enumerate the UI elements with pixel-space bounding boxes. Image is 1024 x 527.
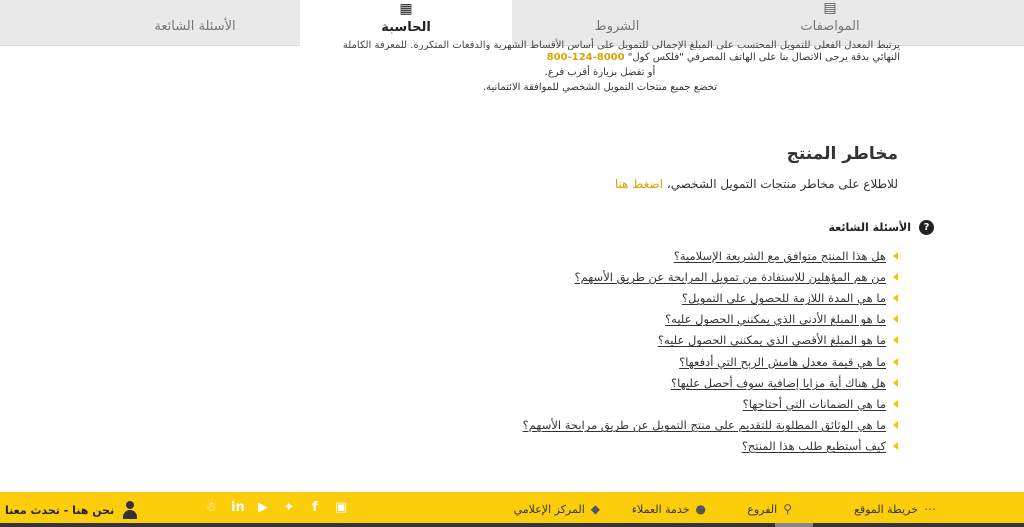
faq-item[interactable] [523,351,898,372]
footer-customer-service[interactable] [632,502,706,516]
footer-label: المركز الإعلامي [513,502,585,516]
footer-bar [0,492,1024,527]
youtube-icon[interactable]: ▶ [258,500,268,515]
question-icon: ? [919,220,934,235]
faq-question[interactable]: كيف أستطيع طلب هذا المنتج؟ [741,439,886,454]
footer-media-center[interactable] [514,502,600,516]
clipped-note-line: يرتبط المعدل الفعلي للتمويل المحتسب على المبلغ الإجمالي للتمويل على أساس الأقساط الشهرية والدفعات المتكررة. للمعرفة الكاملة [342,40,900,50]
bottom-strip [0,523,1024,527]
footer-branches[interactable] [747,502,792,516]
faq-question[interactable]: ما هي المدة اللازمة للحصول على التمويل؟ [681,290,886,305]
faq-item[interactable] [523,415,898,436]
sitemap-icon: ⋯ [924,502,936,516]
faq-header [829,220,935,235]
footer-label: خريطة الموقع [854,502,918,516]
user-icon: ● [695,502,706,516]
chat-label: نحن هنا - تحدث معنا [5,503,115,517]
phone-number[interactable]: 8000-124-800 [546,52,625,63]
faq-item[interactable] [523,372,898,393]
snapchat-icon[interactable]: ☃ [205,500,217,515]
calculator-icon: ▦ [399,1,413,17]
arrow-left-icon [893,442,898,450]
faq-title: الأسئلة الشائعة [828,221,911,234]
note-line-branch: أو تفضل بزيارة أقرب فرع. [544,67,656,78]
note-text: النهائي بدقة يرجى الاتصال بنا على الهاتف المصرفي "فلكس كول" [624,52,900,63]
document-icon: ▤ [823,0,837,16]
arrow-left-icon [893,273,898,281]
note-line-approval: تخضع جميع منتجات التمويل الشخصي للموافقة الائتمانية. [482,82,717,93]
chat-avatar-icon [122,501,138,519]
faq-question[interactable]: هل هناك أية مزايا إضافية سوف أحصل عليها؟ [671,375,886,390]
arrow-left-icon [893,315,898,323]
footer-label: خدمة العملاء [631,502,690,516]
facebook-icon[interactable]: f [312,500,318,515]
faq-question[interactable]: ما هو المبلغ الأقصى الذي يمكنني الحصول عليه؟ [657,333,886,348]
arrow-left-icon [893,252,898,260]
arrow-left-icon [893,336,898,344]
social-links [205,500,347,515]
arrow-left-icon [893,421,898,429]
product-risks-text [615,177,898,191]
tab-label: الأسئلة الشائعة [154,19,236,34]
faq-question[interactable]: ما هي الضمانات التي أحتاجها؟ [742,396,886,411]
linkedin-icon[interactable]: in [231,500,245,515]
faq-item[interactable] [523,309,898,330]
faq-list [523,245,898,457]
faq-item[interactable] [523,287,898,308]
twitter-icon[interactable]: ✦ [283,500,295,515]
faq-item[interactable] [523,393,898,414]
chat-widget[interactable] [5,501,138,519]
arrow-left-icon [893,294,898,302]
faq-item[interactable] [523,330,898,351]
footer-sitemap[interactable] [854,502,936,516]
tab-label: المواصفات [800,19,860,34]
diamond-icon: ◆ [590,502,600,516]
faq-question[interactable]: ما هي الوثائق المطلوبة للتقديم على منتج التمويل عن طريق مرابحة الأسهم؟ [522,418,886,433]
strip-indicator [775,523,813,527]
risks-link[interactable]: اضغط هنا [614,177,663,191]
product-risks-title: مخاطر المنتج [786,144,898,164]
faq-item[interactable] [523,245,898,266]
arrow-left-icon [893,379,898,387]
faq-item[interactable] [523,266,898,287]
risks-description: للاطلاع على مخاطر منتجات التمويل الشخصي، [666,177,898,191]
instagram-icon[interactable]: ▣ [335,500,348,515]
arrow-left-icon [893,358,898,366]
faq-question[interactable]: ما هي قيمة معدل هامش الربح التي أدفعها؟ [679,354,886,369]
faq-item[interactable] [523,436,898,457]
note-line-phone [160,50,900,65]
faq-question[interactable]: ما هو المبلغ الأدنى الذي يمكنني الحصول عليه؟ [665,312,886,327]
tab-label: الشروط [594,19,640,34]
faq-question[interactable]: من هم المؤهلين للاستفادة من تمويل المرابحة عن طريق الأسهم؟ [574,269,886,284]
faq-question[interactable]: هل هذا المنتج متوافق مع الشريعة الإسلامية؟ [673,248,886,263]
footer-label: الفروع [747,502,778,516]
location-pin-icon: ⚲ [783,502,792,516]
terms-notes [160,38,900,95]
tab-label: الحاسبة [381,20,431,35]
arrow-left-icon [893,400,898,408]
